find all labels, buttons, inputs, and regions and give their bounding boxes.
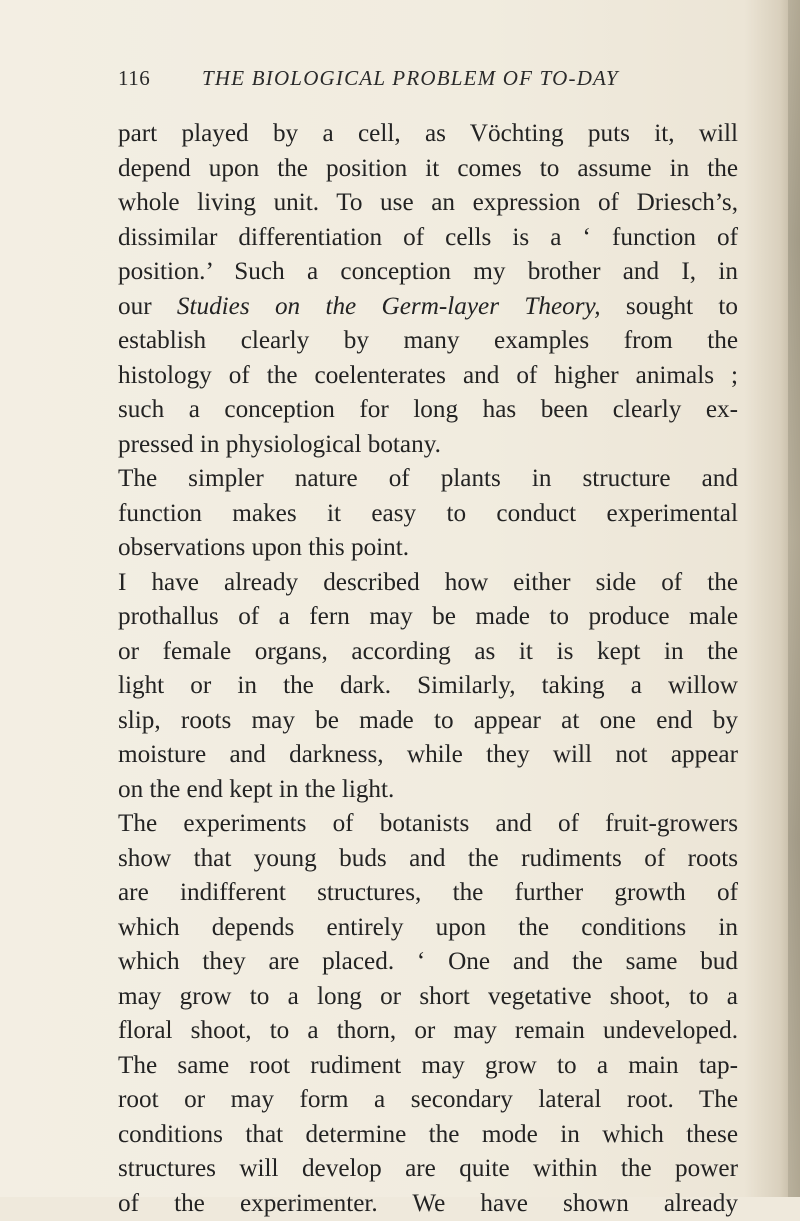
- paragraph-start-line: I have already described how either side of the: [118, 566, 738, 601]
- text-line: dissimilar differentiation of cells is a ‘ function of: [118, 221, 738, 256]
- body-text: [118, 117, 738, 1221]
- text-line-with-title: [118, 290, 738, 325]
- text-line: are indifferent structures, the further growth of: [118, 876, 738, 911]
- paragraph-start-line: The experiments of botanists and of fruit-growers: [118, 807, 738, 842]
- text-line: which depends entirely upon the conditions in: [118, 911, 738, 946]
- paragraph-start-line: The simpler nature of plants in structure and: [118, 462, 738, 497]
- text-line: prothallus of a fern may be made to produce male: [118, 600, 738, 635]
- text-line: root or may form a secondary lateral root. The: [118, 1083, 738, 1118]
- running-head: THE BIOLOGICAL PROBLEM OF TO-DAY: [202, 66, 619, 91]
- book-title: Studies on the Germ-layer Theory,: [177, 293, 601, 320]
- text-line: light or in the dark. Similarly, taking a willow: [118, 669, 738, 704]
- text-line: structures will develop are quite within the power: [118, 1152, 738, 1187]
- text-line: floral shoot, to a thorn, or may remain undeveloped.: [118, 1014, 738, 1049]
- text-line: function makes it easy to conduct experimental: [118, 497, 738, 532]
- text-line: slip, roots may be made to appear at one end by: [118, 704, 738, 739]
- text-line: histology of the coelenterates and of higher animals ;: [118, 359, 738, 394]
- page-edge-shadow: [788, 0, 800, 1197]
- text-line: or female organs, according as it is kept in the: [118, 635, 738, 670]
- text-line: pressed in physiological botany.: [118, 428, 738, 463]
- text-line: which they are placed. ‘ One and the same bud: [118, 945, 738, 980]
- text-line: part played by a cell, as Vöchting puts it, will: [118, 117, 738, 152]
- text-line: may grow to a long or short vegetative shoot, to a: [118, 980, 738, 1015]
- text-line: The same root rudiment may grow to a main tap-: [118, 1049, 738, 1084]
- page-number: 116: [118, 66, 150, 91]
- text-line: depend upon the position it comes to assume in the: [118, 152, 738, 187]
- text-line: on the end kept in the light.: [118, 773, 738, 808]
- text-line: such a conception for long has been clearly ex-: [118, 393, 738, 428]
- text-line: conditions that determine the mode in which these: [118, 1118, 738, 1153]
- text-line: show that young buds and the rudiments of roots: [118, 842, 738, 877]
- text-segment: sought to: [601, 293, 738, 320]
- text-line: establish clearly by many examples from the: [118, 324, 738, 359]
- text-line: observations upon this point.: [118, 531, 738, 566]
- text-segment: our: [118, 293, 177, 320]
- page-header: [118, 66, 728, 90]
- text-line: whole living unit. To use an expression of Driesch’s,: [118, 186, 738, 221]
- text-line: position.’ Such a conception my brother and I, in: [118, 255, 738, 290]
- text-line: moisture and darkness, while they will not appear: [118, 738, 738, 773]
- text-line: of the experimenter. We have shown already: [118, 1187, 738, 1221]
